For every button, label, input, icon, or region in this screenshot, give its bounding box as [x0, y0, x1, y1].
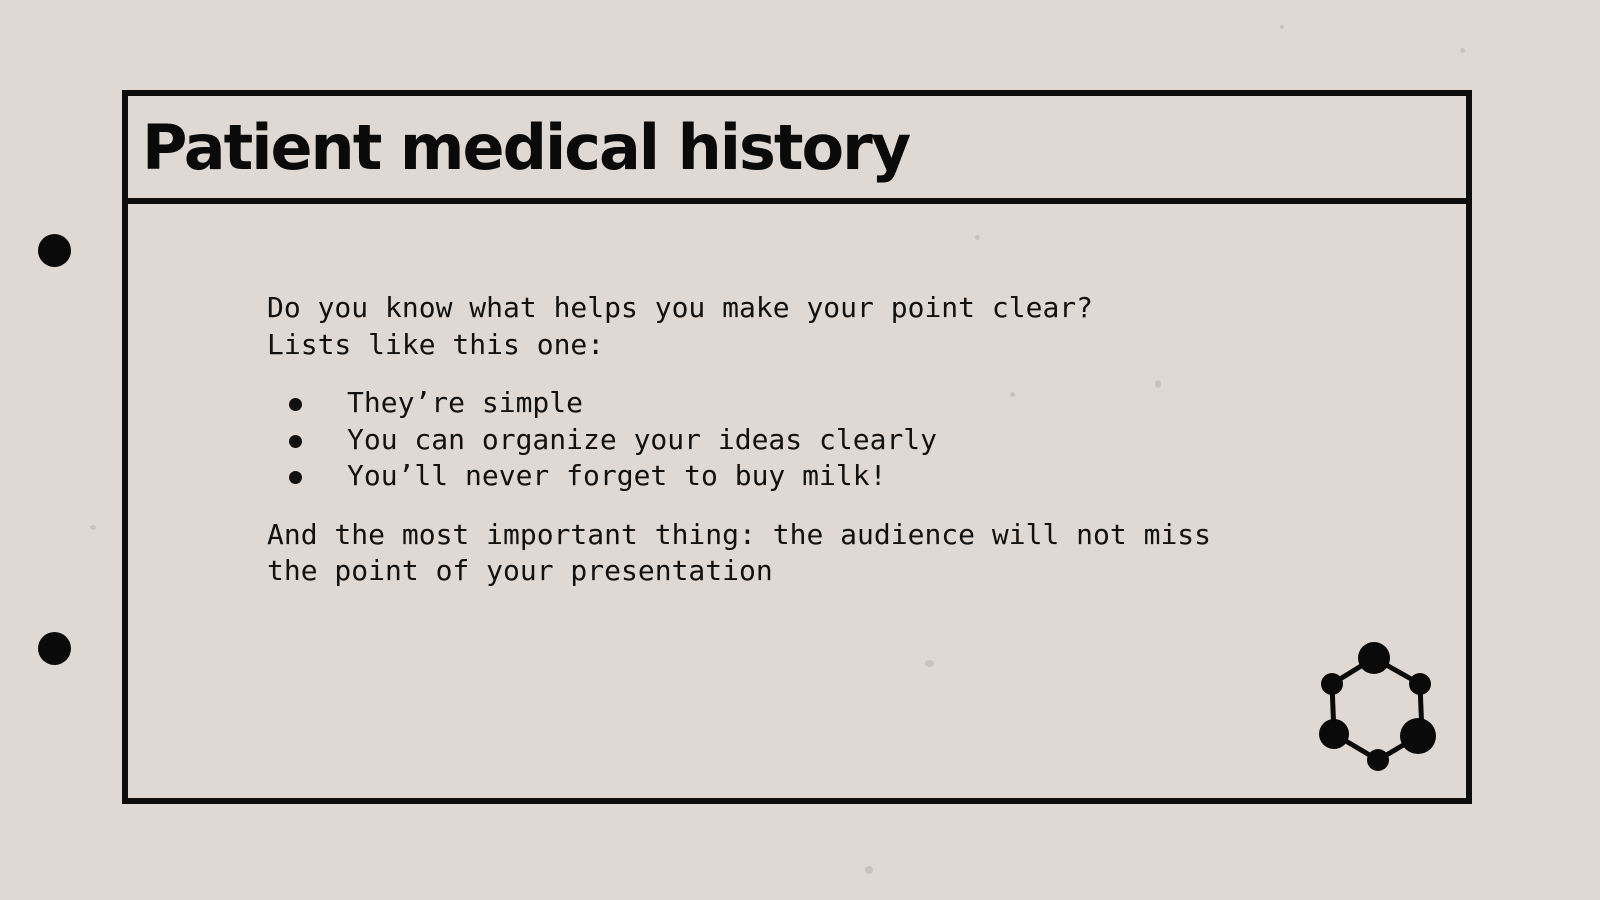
bullet-icon: [289, 398, 302, 411]
list-item-text: You can organize your ideas clearly: [347, 422, 938, 456]
list-item: [267, 458, 1367, 495]
bullet-icon: [289, 435, 302, 448]
closing-line-1: And the most important thing: the audience will not miss: [267, 517, 1212, 551]
slide-frame: [122, 90, 1472, 804]
bullet-icon: [289, 471, 302, 484]
paper-speck: [90, 525, 96, 530]
paper-speck: [1280, 25, 1284, 29]
spacer: [267, 495, 1367, 517]
list-item: [267, 385, 1367, 422]
spacer: [267, 363, 1367, 385]
bullet-list: [267, 385, 1367, 495]
binder-hole-icon: [38, 234, 71, 267]
paper-speck: [865, 866, 873, 874]
paper-speck: [1460, 48, 1465, 53]
closing-line-2: the point of your presentation: [267, 554, 773, 587]
list-item-text: You’ll never forget to buy milk!: [347, 459, 887, 492]
binder-hole-icon: [38, 632, 71, 665]
list-item-text: They’re simple: [347, 386, 584, 419]
list-item: [267, 422, 1367, 459]
intro-line-2: Lists like this one:: [267, 327, 605, 361]
title-bar: [128, 96, 1466, 204]
molecule-icon: [1314, 642, 1440, 774]
slide-title: Patient medical history: [142, 111, 910, 184]
slide-body: [267, 290, 1367, 590]
intro-line-1: Do you know what helps you make your point clear?: [267, 291, 1094, 324]
